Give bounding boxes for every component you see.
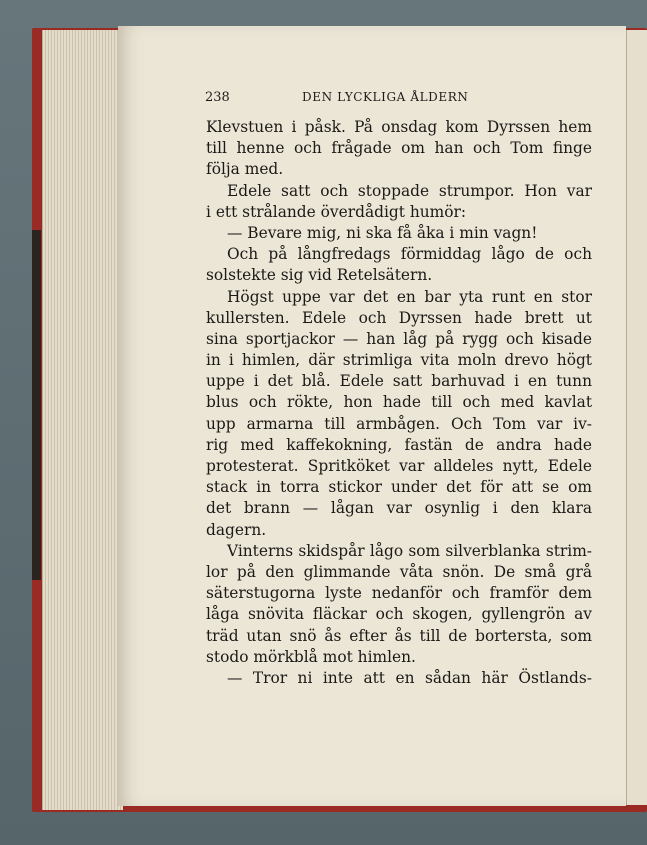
text-line: rig med kaffekokning, fastän de andra hade: [206, 435, 592, 454]
text-line: det brann — lågan var osynlig i den klara: [206, 499, 592, 518]
text-line: blus och rökte, hon hade till och med kavlat: [206, 393, 592, 412]
text-line: träd utan snö ås efter ås till de bortersta, som: [206, 626, 592, 645]
text-line: kullersten. Edele och Dyrssen hade brett ut: [206, 308, 592, 327]
text-line: stodo mörkblå mot himlen.: [206, 647, 416, 666]
text-line: stack in torra stickor under det för att se om: [206, 478, 592, 497]
text-line: Klevstuen i påsk. På onsdag kom Dyrssen hem: [206, 118, 592, 136]
facing-page-edge: [626, 30, 647, 805]
text-line: Edele satt och stoppade strumpor. Hon var: [227, 181, 592, 200]
text-line: — Tror ni inte att en sådan här Östlands-: [227, 668, 592, 687]
text-line: Vinterns skidspår lågo som silverblanka strim-: [227, 541, 592, 560]
body-text: [206, 117, 592, 689]
page-edges: [42, 30, 123, 810]
page-header: [205, 90, 590, 110]
text-line: lor på den glimmande våta snön. De små grå: [206, 562, 592, 581]
text-line: Högst uppe var det en bar yta runt en stor: [227, 287, 592, 306]
text-line: till henne och frågade om han och Tom finge: [206, 139, 592, 158]
text-line: — Bevare mig, ni ska få åka i min vagn!: [227, 223, 538, 242]
text-line: säterstugorna lyste nedanför och framför dem: [206, 584, 592, 603]
text-line: upp armarna till armbågen. Och Tom var iv-: [206, 414, 592, 433]
text-line: Och på långfredags förmiddag lågo de och: [227, 245, 592, 264]
text-line: i ett strålande överdådigt humör:: [206, 202, 467, 221]
text-line: sina sportjackor — han låg på rygg och kisade: [206, 329, 592, 348]
cover-marbled-edge: [32, 230, 41, 580]
text-line: in i himlen, där strimliga vita moln drevo högt: [206, 351, 592, 370]
text-line: uppe i det blå. Edele satt barhuvad i en tunn: [206, 372, 592, 391]
text-line: protesterat. Spritköket var alldeles nytt, Edele: [206, 457, 592, 475]
text-line: följa med.: [206, 160, 284, 179]
page-number: 238: [205, 90, 230, 105]
text-line: låga snövita fläckar och skogen, gyllengrön av: [206, 605, 592, 624]
text-line: dagern.: [206, 520, 267, 539]
text-line: solstekte sig vid Retelsätern.: [206, 266, 433, 285]
running-head: DEN LYCKLIGA ÅLDERN: [302, 90, 469, 104]
